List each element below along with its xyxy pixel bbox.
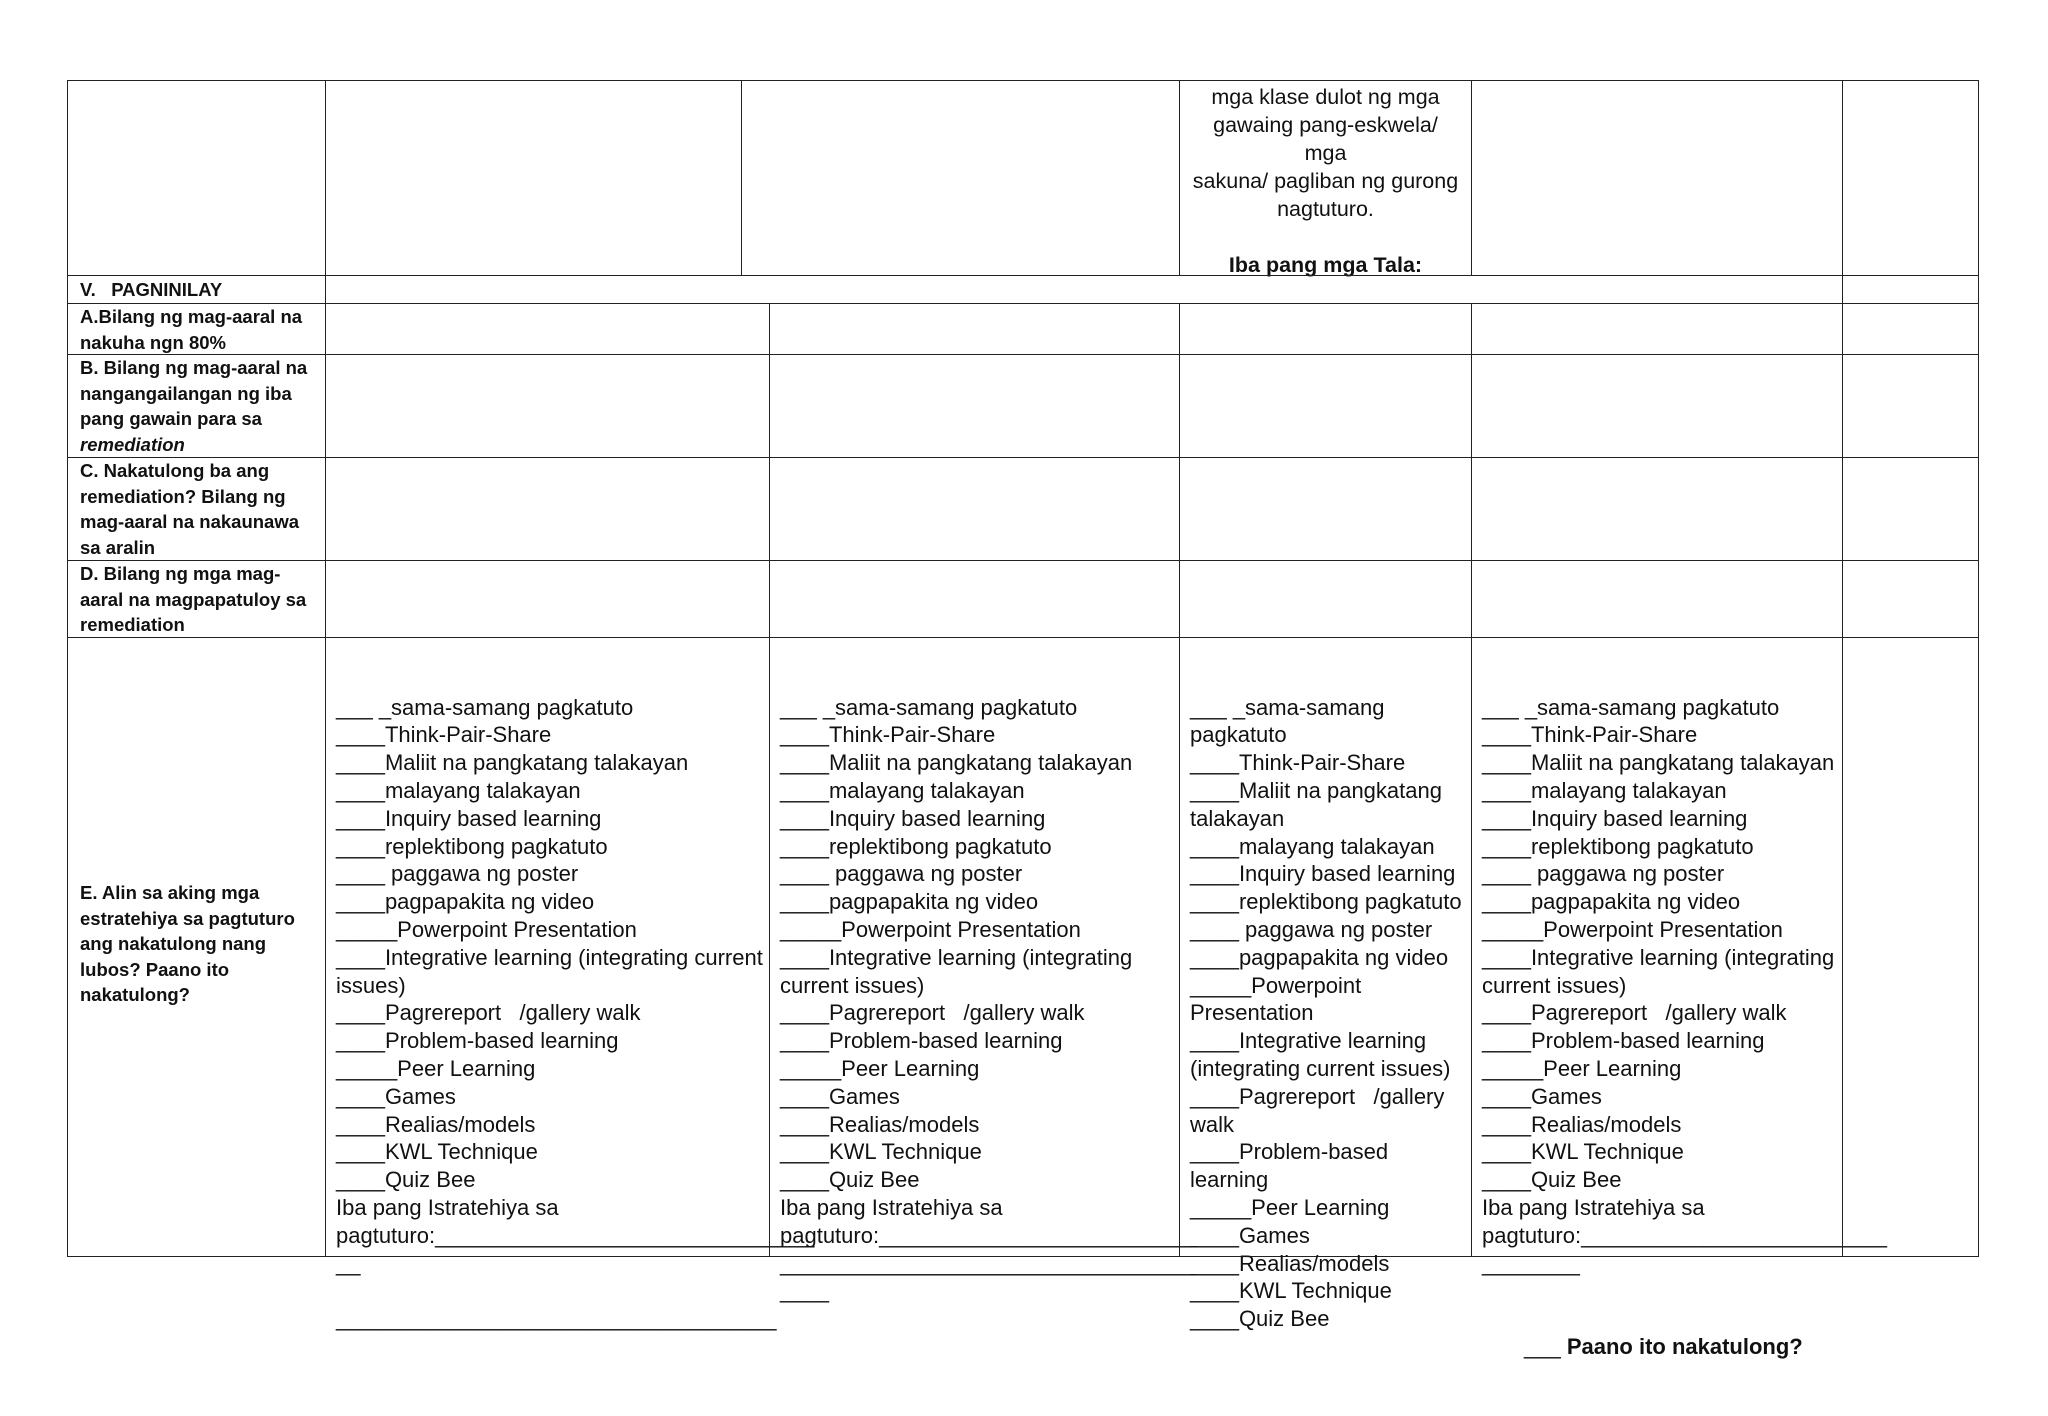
top-row-notes-cell — [1179, 80, 1472, 276]
strategy-item: ____Problem-based learning — [1190, 1139, 1395, 1193]
strategy-item: pagtuturo:_______________________________ — [336, 1222, 815, 1248]
strategy-item: ____Games — [1482, 1083, 1602, 1109]
strategy-item: ____Pagrereport /gallery walk — [780, 1000, 1085, 1026]
strategy-item: ____Maliit na pangkatang talakayan — [1482, 750, 1835, 776]
strategy-item: walk — [1190, 1111, 1235, 1137]
row-c-label: C. Nakatulong ba ang remediation? Bilang ng mag-aaral na nakaunawa sa aralin — [67, 457, 326, 561]
row-d-label: D. Bilang ng mga mag- aaral na magpapatuloy sa remediation — [67, 560, 326, 638]
strategy-item: ___ _sama-samang pagkatuto — [780, 694, 1078, 720]
row-b-cell-2 — [769, 354, 1180, 458]
strategy-item: ____KWL Technique — [1482, 1139, 1684, 1165]
strategy-item: ____Inquiry based learning — [1190, 861, 1456, 887]
strategy-item: issues) — [336, 972, 406, 998]
strategy-item: ___ _sama-samang — [1190, 694, 1385, 720]
strategy-list — [780, 694, 1198, 1306]
strategy-item: ____Games — [336, 1083, 456, 1109]
strategy-item: ____KWL Technique — [780, 1139, 982, 1165]
strategy-item: ____Inquiry based learning — [336, 805, 602, 831]
strategy-item: ____Pagrereport /gallery walk — [336, 1000, 641, 1026]
top-row-label-cell — [67, 80, 326, 276]
strategy-item: pagkatuto — [1190, 722, 1287, 748]
strategy-item: ___ _sama-samang pagkatuto — [1482, 694, 1780, 720]
paano-label: Paano ito nakatulong? — [1566, 1333, 1803, 1359]
strategy-item: ____Inquiry based learning — [780, 805, 1046, 831]
row-b-cell-3 — [1179, 354, 1472, 458]
strategy-item: ____Quiz Bee — [780, 1167, 920, 1193]
note-line: gawaing pang-eskwela/ mga — [1213, 113, 1438, 165]
strategy-item: _____Peer Learning — [1190, 1194, 1390, 1220]
strategy-item: ____Inquiry based learning — [1482, 805, 1748, 831]
strategy-item: ____pagpapakita ng video — [1482, 889, 1741, 915]
row-d-cell-1 — [325, 560, 770, 638]
strategy-item: talakayan — [1190, 805, 1285, 831]
strategy-item: ____malayang talakayan — [1482, 777, 1727, 803]
strategy-item: ____Integrative learning (integrating — [780, 944, 1133, 970]
row-a-cell-5 — [1842, 303, 1979, 355]
strategy-item: ____Realias/models — [1482, 1111, 1682, 1137]
section-header-last — [1842, 275, 1979, 304]
other-notes-label: Iba pang mga Tala: — [1228, 253, 1423, 277]
note-line: sakuna/ pagliban ng gurong — [1192, 169, 1459, 193]
strategy-item: ____pagpapakita ng video — [780, 889, 1039, 915]
strategy-item: ____Realias/models — [1190, 1250, 1390, 1276]
paano-footer: ___ Paano ito nakatulong? — [1524, 1333, 1803, 1359]
row-d-cell-3 — [1179, 560, 1472, 638]
strategy-item: ____Integrative learning — [1190, 1028, 1427, 1054]
note-line: mga klase dulot ng mga — [1211, 85, 1440, 109]
strategy-item: pagtuturo:__________________________ — [780, 1222, 1198, 1248]
strategy-item: ____Realias/models — [336, 1111, 536, 1137]
strategy-item: ____Think-Pair-Share — [780, 722, 996, 748]
strategy-item: ____malayang talakayan — [336, 777, 581, 803]
strategy-item: ____Maliit na pangkatang — [1190, 777, 1442, 803]
strategy-item: ____Quiz Bee — [336, 1167, 476, 1193]
strategy-item: ________ — [1482, 1250, 1580, 1276]
strategy-item: ____Problem-based learning — [336, 1028, 619, 1054]
row-c-cell-5 — [1842, 457, 1979, 561]
strategy-item: ____Games — [1190, 1222, 1310, 1248]
strategy-item: ____Problem-based learning — [1482, 1028, 1765, 1054]
row-b-cell-1 — [325, 354, 770, 458]
strategy-item: __________________________________ — [780, 1250, 1197, 1276]
strategy-item: ____Pagrereport /gallery walk — [1482, 1000, 1787, 1026]
top-row-cell-1 — [325, 80, 742, 276]
strategy-item: current issues) — [780, 972, 925, 998]
strategy-item: Iba pang Istratehiya sa — [780, 1194, 1003, 1220]
strategy-item: ____Think-Pair-Share — [336, 722, 552, 748]
strategy-item: ____pagpapakita ng video — [1190, 944, 1449, 970]
top-row-cell-4 — [1471, 80, 1843, 276]
row-d-cell-5 — [1842, 560, 1979, 638]
strategies-col-4 — [1471, 637, 1887, 1359]
strategy-item: ____malayang talakayan — [1190, 833, 1435, 859]
strategy-list — [1190, 694, 1465, 1333]
strategy-item: ____________________________________ — [336, 1278, 777, 1332]
strategy-item: ____Quiz Bee — [1190, 1306, 1330, 1332]
section-title: PAGNINILAY — [111, 279, 223, 300]
row-c-cell-2 — [769, 457, 1180, 561]
strategy-item: ____replektibong pagkatuto — [780, 833, 1052, 859]
row-c-cell-4 — [1471, 457, 1843, 561]
strategy-item: ____KWL Technique — [336, 1139, 538, 1165]
section-header-span — [325, 275, 1843, 304]
strategies-col-2 — [769, 637, 1198, 1304]
strategy-item: current issues) — [1482, 972, 1627, 998]
row-b-label: B. Bilang ng mag-aaral na nangangailangan ng iba pang gawain para sa remediation — [67, 354, 326, 458]
row-a-cell-1 — [325, 303, 770, 355]
row-d-cell-4 — [1471, 560, 1843, 638]
strategy-item: _____Peer Learning — [336, 1055, 536, 1081]
row-e-cell-5 — [1842, 637, 1979, 1257]
section-header-cell — [67, 275, 326, 304]
strategy-item: ___ _sama-samang pagkatuto — [336, 694, 634, 720]
top-row-cell-2 — [741, 80, 1180, 276]
row-a-cell-3 — [1179, 303, 1472, 355]
strategy-item: __ — [336, 1250, 361, 1276]
strategy-item: ____replektibong pagkatuto — [1190, 889, 1462, 915]
strategy-item: _____Peer Learning — [780, 1055, 980, 1081]
row-b-cell-5 — [1842, 354, 1979, 458]
row-a-label: A.Bilang ng mag-aaral na nakuha ngn 80% — [67, 303, 326, 355]
row-c-cell-3 — [1179, 457, 1472, 561]
strategy-item: _____Powerpoint Presentation — [1482, 916, 1783, 942]
strategy-item: ____Quiz Bee — [1482, 1167, 1622, 1193]
strategy-item: ____KWL Technique — [1190, 1278, 1392, 1304]
strategy-item: ____Maliit na pangkatang talakayan — [780, 750, 1133, 776]
strategy-item: pagtuturo:_________________________ — [1482, 1222, 1887, 1248]
row-e-label: E. Alin sa aking mga estratehiya sa pagtuturo ang nakatulong nang lubos? Paano ito nakatulong? — [67, 637, 326, 1257]
strategy-item: ____ — [780, 1278, 829, 1304]
strategy-item: ____Maliit na pangkatang talakayan — [336, 750, 689, 776]
strategy-list — [1482, 694, 1887, 1278]
note-line: nagtuturo. — [1277, 197, 1374, 221]
strategy-item: ____Think-Pair-Share — [1190, 750, 1406, 776]
strategy-item: ____ paggawa ng poster — [1482, 861, 1725, 887]
strategy-item: ____replektibong pagkatuto — [336, 833, 608, 859]
row-d-cell-2 — [769, 560, 1180, 638]
strategy-list — [336, 694, 815, 1333]
row-b-cell-4 — [1471, 354, 1843, 458]
strategy-item: ____Realias/models — [780, 1111, 980, 1137]
strategy-item: ____Think-Pair-Share — [1482, 722, 1698, 748]
strategy-item: ____ paggawa ng poster — [336, 861, 579, 887]
strategy-item: _____Peer Learning — [1482, 1055, 1682, 1081]
strategies-col-3 — [1179, 637, 1472, 1332]
strategy-item: ____ paggawa ng poster — [1190, 916, 1433, 942]
strategy-item: (integrating current issues) — [1190, 1055, 1451, 1081]
row-a-cell-4 — [1471, 303, 1843, 355]
strategy-item: Presentation — [1190, 1000, 1314, 1026]
strategy-item: ____malayang talakayan — [780, 777, 1025, 803]
strategy-item: ____Pagrereport /gallery — [1190, 1083, 1445, 1109]
strategy-item: _____Powerpoint Presentation — [336, 916, 637, 942]
row-c-cell-1 — [325, 457, 770, 561]
strategy-item: Iba pang Istratehiya sa — [1482, 1194, 1705, 1220]
strategy-item: ____replektibong pagkatuto — [1482, 833, 1754, 859]
strategy-item: _____Powerpoint Presentation — [780, 916, 1081, 942]
row-a-cell-2 — [769, 303, 1180, 355]
strategies-col-1 — [325, 637, 815, 1332]
strategy-item: _____Powerpoint — [1190, 972, 1362, 998]
strategy-item: ____ paggawa ng poster — [780, 861, 1023, 887]
top-row-cell-5 — [1842, 80, 1979, 276]
strategy-item: Iba pang Istratehiya sa — [336, 1194, 559, 1220]
strategy-item: ____Games — [780, 1083, 900, 1109]
section-number: V. — [80, 279, 96, 300]
strategy-item: ____Integrative learning (integrating — [1482, 944, 1835, 970]
strategy-item: ____Integrative learning (integrating current — [336, 944, 763, 970]
strategy-item: ____Problem-based learning — [780, 1028, 1063, 1054]
strategy-item: ____pagpapakita ng video — [336, 889, 595, 915]
